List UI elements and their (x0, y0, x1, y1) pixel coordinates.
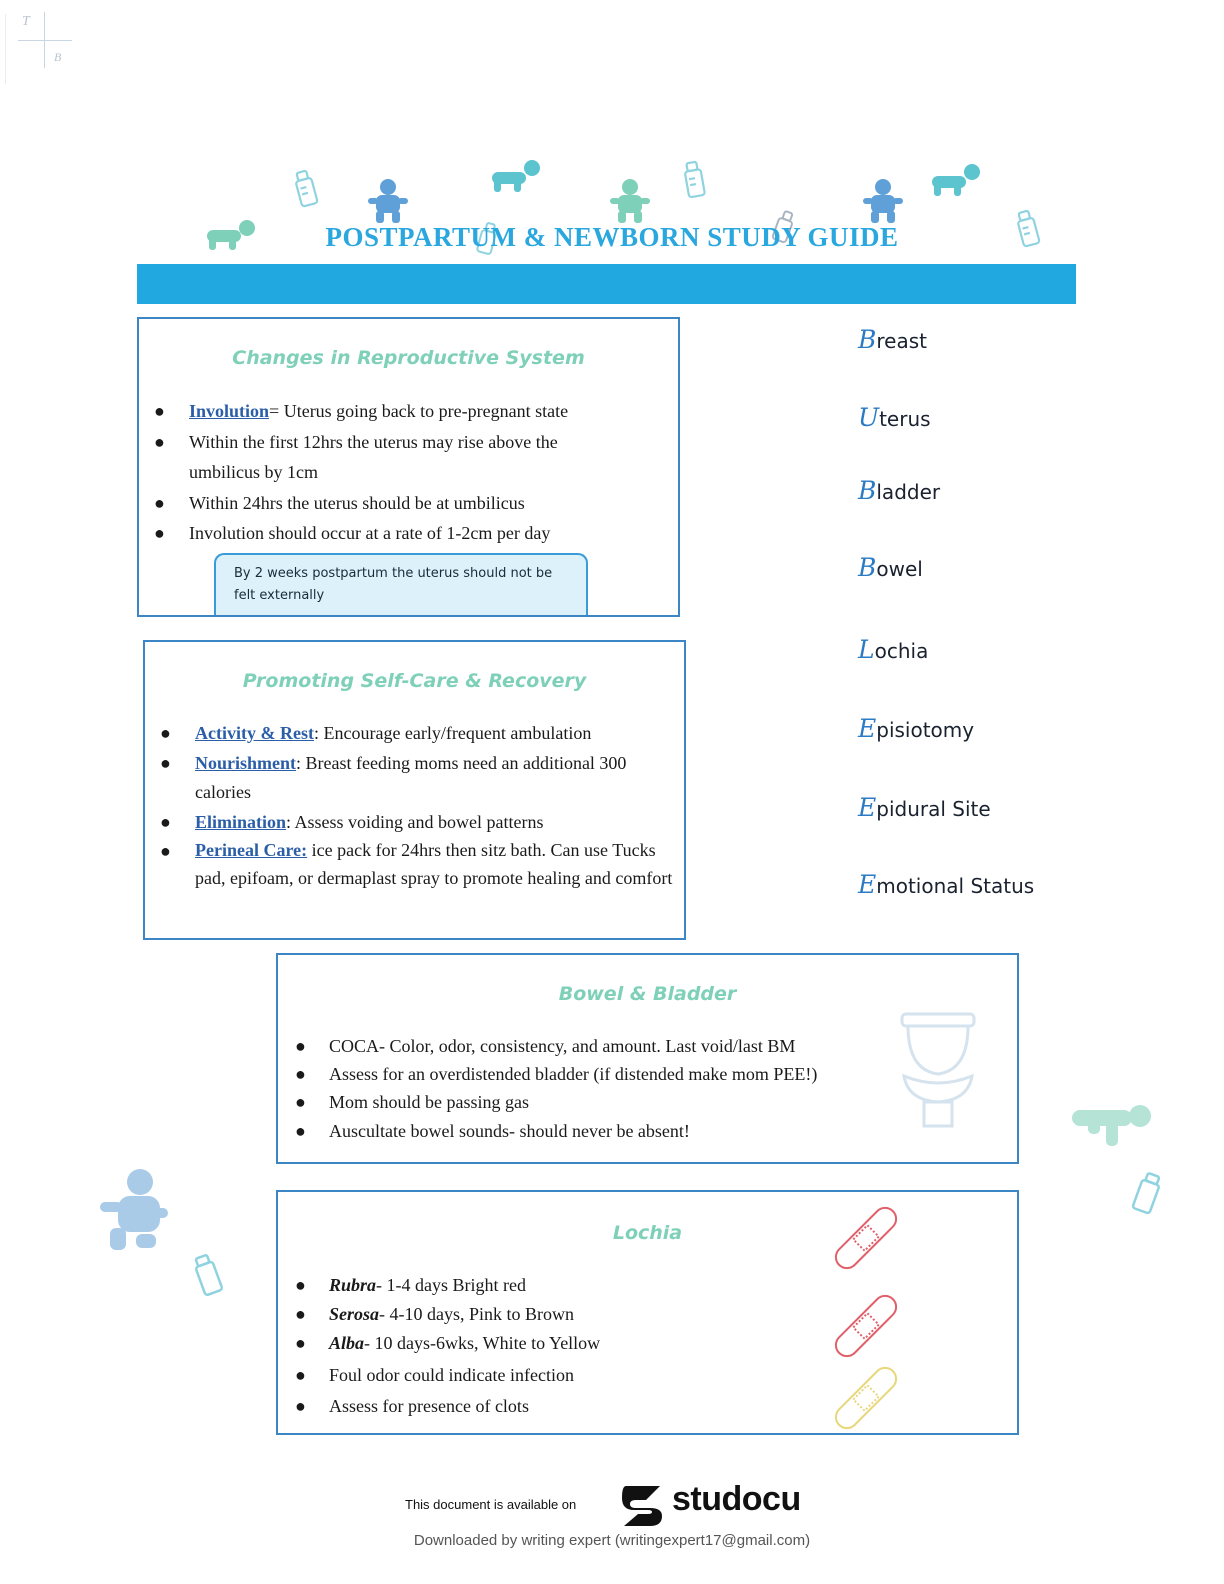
list-item: ● Assess for presence of clots (295, 1396, 529, 1416)
list-item: ● Assess for an overdistended bladder (if distended make mom PEE!) (295, 1064, 818, 1085)
mnemonic-item: Epidural Site (858, 793, 991, 822)
section-title: Lochia (612, 1222, 683, 1244)
list-item: ● Activity & Rest: Encourage early/frequent ambulation (160, 723, 592, 743)
bowel-bladder-box (276, 953, 1019, 1164)
studocu-logo-icon (620, 1482, 666, 1526)
toilet-icon (898, 1010, 978, 1130)
bandage-icons (826, 1206, 906, 1436)
list-item: ● Involution should occur at a rate of 1-2cm per day (154, 523, 551, 543)
section-title: Promoting Self-Care & Recovery (242, 670, 587, 692)
selfcare-list (160, 719, 675, 892)
footer-available-text: This document is available on (405, 1497, 577, 1512)
section-title: Bowel & Bladder (558, 983, 737, 1005)
corner-letter-b: B (54, 50, 62, 64)
list-item: ● Within 24hrs the uterus should be at umbilicus (154, 492, 525, 513)
crawling-baby-decoration-icon (1068, 1100, 1178, 1220)
footer-downloaded-text: Downloaded by writing expert (writingexpert17@gmail.com) (413, 1532, 811, 1549)
mnemonic-item: Breast (858, 325, 927, 354)
corner-letter-t: T (22, 14, 30, 29)
corner-line (5, 14, 6, 84)
mnemonic-item: Episiotomy (858, 714, 975, 743)
list-item: ● Involution= Uterus going back to pre-pregnant state (154, 401, 569, 421)
baby-decoration-icon (100, 1168, 230, 1308)
list-item: ● COCA- Color, odor, consistency, and amount. Last void/last BM (295, 1036, 796, 1056)
list-item: ● Alba- 10 days-6wks, White to Yellow (295, 1333, 601, 1353)
corner-logo-mark (18, 12, 72, 68)
mnemonic-item: Bowel (858, 553, 923, 582)
lochia-box (276, 1190, 1019, 1435)
mnemonic-item: Bladder (858, 476, 941, 505)
lochia-list (295, 1271, 849, 1421)
mnemonic-item: Lochia (858, 635, 929, 664)
reproductive-list (154, 396, 619, 549)
studocu-wordmark: studocu (672, 1480, 801, 1518)
callout-note: By 2 weeks postpartum the uterus should not be felt externally (214, 553, 588, 615)
title-bar (137, 264, 1076, 304)
mnemonic-item: Emotional Status (858, 870, 1035, 899)
list-item: ● Elimination: Assess voiding and bowel patterns (160, 811, 544, 832)
list-item: ● Nourishment: Breast feeding moms need an additional 300 calories (160, 752, 627, 802)
mnemonic-item: Uterus (858, 403, 931, 432)
page-title: POSTPARTUM & NEWBORN STUDY GUIDE (325, 222, 899, 252)
term-label: Involution (189, 401, 270, 421)
list-item: ● Foul odor could indicate infection (295, 1365, 574, 1385)
list-item: ● Auscultate bowel sounds- should never be absent! (295, 1120, 690, 1141)
bowel-bladder-list (295, 1032, 909, 1145)
list-item: ● Perineal Care: ice pack for 24hrs then sitz bath. Can use Tucks pad, epifoam, or dermaplast spray to promote healing and comfort (160, 840, 673, 888)
list-item: ● Serosa- 4-10 days, Pink to Brown (295, 1304, 575, 1324)
list-item: ● Rubra- 1-4 days Bright red (295, 1275, 526, 1295)
list-item: ● Within the first 12hrs the uterus may rise above the umbilicus by 1cm (154, 431, 558, 482)
studocu-logo[interactable] (620, 1480, 810, 1526)
section-title: Changes in Reproductive System (232, 347, 585, 369)
selfcare-box (143, 640, 686, 940)
list-item: ● Mom should be passing gas (295, 1092, 529, 1113)
